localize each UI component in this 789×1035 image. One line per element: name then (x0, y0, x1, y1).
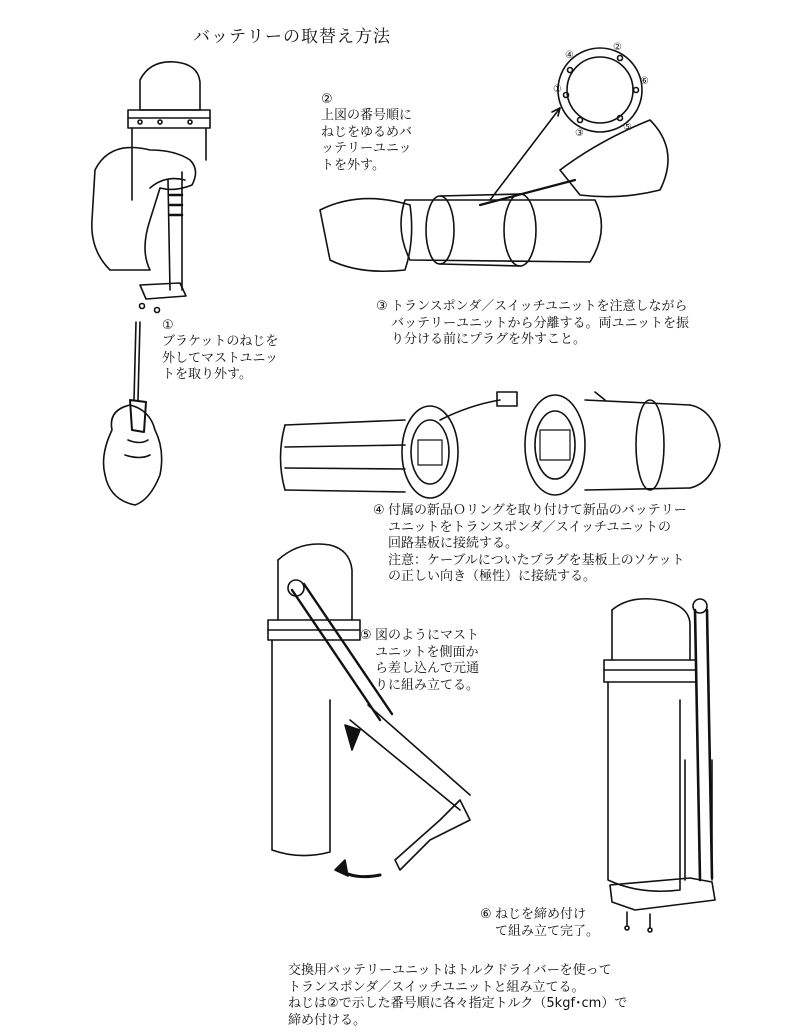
step-5-number: ⑤ (360, 628, 372, 643)
step-3-text: トランスポンダ／スイッチユニットを注意しながら バッテリーユニットから分離する。両ユニットを振 り分ける前にプラグを外すこと。 (391, 299, 689, 347)
bolt-number-1: ① (553, 84, 562, 95)
step-1-text: ブラケットのねじを 外してマストユニッ トを取り外す。 (162, 334, 279, 382)
step-4-text: 付属の新品Ｏリングを取り付けて新品のバッテリー ユニットをトランスポンダ／スイッチユニットの 回路基板に接続する。 注意：ケーブルについたプラグを基板上のソケット の正しい向き（極性）に接続する。 (388, 503, 687, 584)
bolt-number-5: ⑤ (623, 122, 632, 133)
step-4-number: ④ (373, 503, 385, 518)
figure-mast-insertion (268, 544, 470, 877)
bolt-number-2: ② (613, 42, 622, 53)
bolt-number-6: ⑥ (640, 76, 649, 87)
step-5-text: 図のようにマスト ユニットを側面か ら差し込んで元通 りに組み立てる。 (375, 628, 480, 693)
bolt-number-3: ③ (575, 128, 584, 139)
figure-mast-removal (92, 62, 210, 505)
page-title: バッテリーの取替え方法 (193, 27, 391, 47)
step-6-text: ねじを締め付け て組み立て完了。 (495, 907, 600, 939)
figure-assembled-unit (604, 599, 715, 932)
step-6-number: ⑥ (480, 907, 492, 922)
bolt-number-4: ④ (565, 50, 574, 61)
step-2-text: 上図の番号順に ねじをゆるめバ ッテリーユニッ トを外す。 (321, 108, 413, 173)
step-3-number: ③ (376, 299, 388, 314)
step-1-number: ① (162, 318, 174, 333)
figure-battery-screws (320, 48, 668, 271)
footer-note: 交換用バッテリーユニットはトルクドライバーを使って トランスポンダ／スイッチユニットと組み立てる。 ねじは②で示した番号順に各々指定トルク（5kgf･cm）で 締め付ける。 (288, 963, 628, 1028)
step-2-number: ② (321, 92, 333, 107)
figure-separated-units (281, 392, 721, 498)
